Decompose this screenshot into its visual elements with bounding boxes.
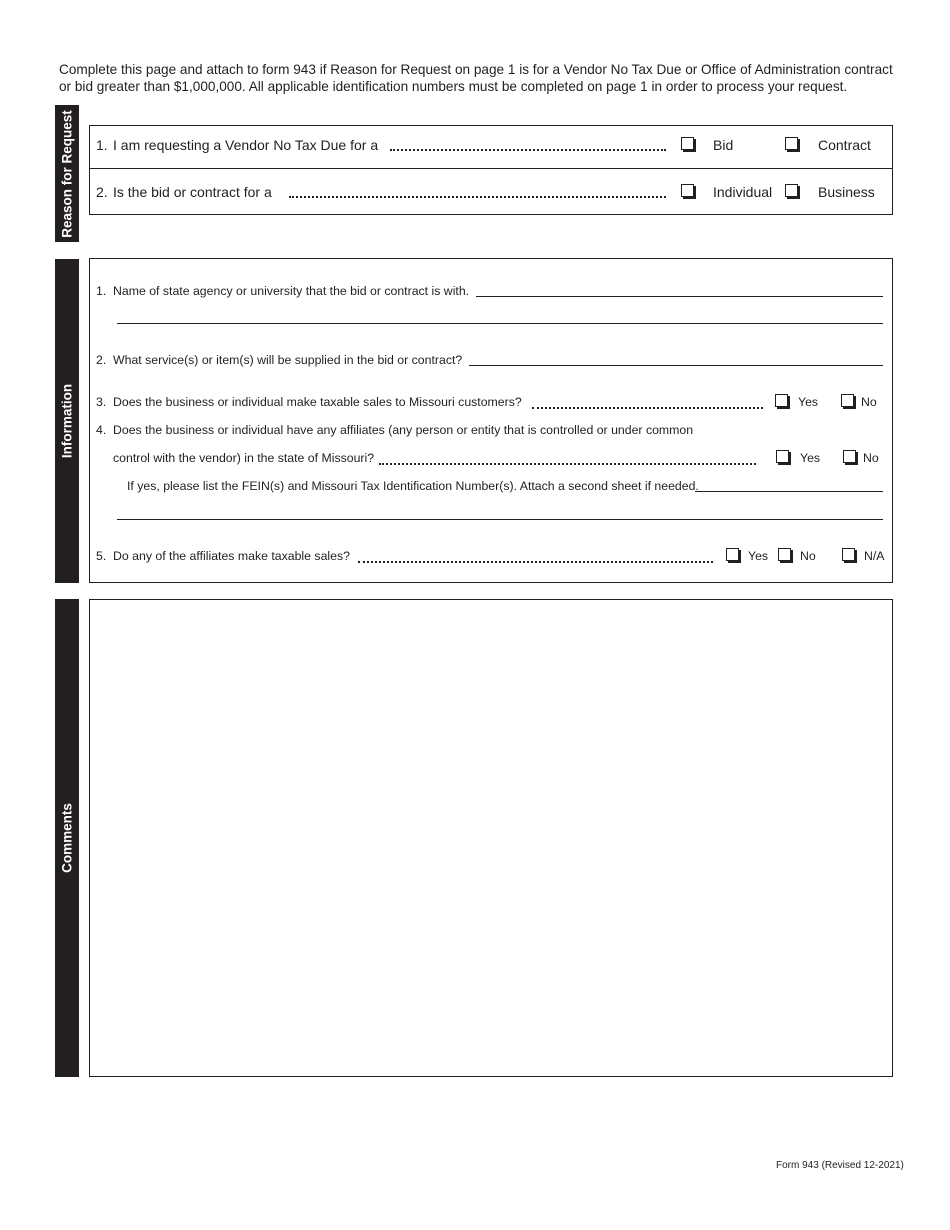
bid-label: Bid [713,137,734,153]
reason-question-1 [90,126,892,168]
info-question-2-text: What service(s) or item(s) will be supplied in the bid or contract? [113,353,463,367]
question-number: 4. [96,423,107,437]
taxable-sales-yes-label: Yes [798,395,819,409]
affiliate-sales-na-checkbox[interactable] [842,548,855,561]
affiliate-sales-yes-label: Yes [748,549,769,563]
comments-tab-label: Comments [59,803,75,873]
info-question-3-text: Does the business or individual make taxable sales to Missouri customers? [113,395,522,409]
affiliate-sales-na-label: N/A [864,549,885,563]
information-panel [89,258,893,583]
individual-label: Individual [713,184,773,200]
info-question-4-text-line-1: Does the business or individual have any affiliates (any person or entity that is controlled or under common [113,423,694,437]
info-question-1-text: Name of state agency or university that the bid or contract is with. [113,284,470,298]
question-number: 3. [96,395,107,409]
agency-name-field-line-2[interactable] [117,323,883,324]
taxable-sales-no-checkbox[interactable] [841,394,854,407]
question-number: 5. [96,549,107,563]
question-number: 2. [96,184,108,200]
question-text: I am requesting a Vendor No Tax Due for a [113,137,379,153]
affiliates-followup-text: If yes, please list the FEIN(s) and Missouri Tax Identification Number(s). Attach a second sheet if needed. [127,479,699,493]
question-number: 2. [96,353,107,367]
leader-dots [358,561,713,563]
intro-line-1: Complete this page and attach to form 943 if Reason for Request on page 1 is for a Vendor No Tax Due or Office of Administration contract [59,62,893,77]
affiliates-yes-checkbox[interactable] [776,450,789,463]
reason-question-2 [90,169,892,215]
leader-dots [379,463,756,465]
information-tab-label: Information [59,383,75,459]
question-number: 1. [96,284,107,298]
reason-for-request-panel [89,125,893,215]
intro-line-2: or bid greater than $1,000,000. All applicable identification numbers must be completed on page 1 in order to process your request. [59,79,848,94]
taxable-sales-yes-checkbox[interactable] [775,394,788,407]
affiliates-yes-label: Yes [800,451,821,465]
services-supplied-field[interactable] [469,365,883,366]
leader-dots [390,149,666,151]
affiliates-no-label: No [863,451,879,465]
intro-paragraph [59,61,904,95]
contract-checkbox[interactable] [785,137,798,150]
affiliates-fein-field-line-2[interactable] [117,519,883,520]
affiliate-sales-no-label: No [800,549,816,563]
contract-label: Contract [818,137,871,153]
affiliates-fein-field[interactable] [695,491,883,492]
question-text: Is the bid or contract for a [113,184,272,200]
agency-name-field[interactable] [476,296,883,297]
form-revision-footer: Form 943 (Revised 12-2021) [776,1160,904,1171]
affiliates-no-checkbox[interactable] [843,450,856,463]
leader-dots [532,407,763,409]
question-number: 1. [96,137,108,153]
info-question-5-text: Do any of the affiliates make taxable sales? [113,549,350,563]
info-question-4-text-line-2: control with the vendor) in the state of Missouri? [113,451,375,465]
comments-box[interactable] [89,599,893,1077]
comments-tab [55,599,79,1077]
bid-checkbox[interactable] [681,137,694,150]
affiliate-sales-yes-checkbox[interactable] [726,548,739,561]
reason-for-request-tab [55,105,79,242]
leader-dots [289,196,666,198]
affiliate-sales-no-checkbox[interactable] [778,548,791,561]
information-tab [55,259,79,583]
reason-for-request-tab-label: Reason for Request [59,109,75,238]
business-label: Business [818,184,875,200]
business-checkbox[interactable] [785,184,798,197]
individual-checkbox[interactable] [681,184,694,197]
taxable-sales-no-label: No [861,395,877,409]
